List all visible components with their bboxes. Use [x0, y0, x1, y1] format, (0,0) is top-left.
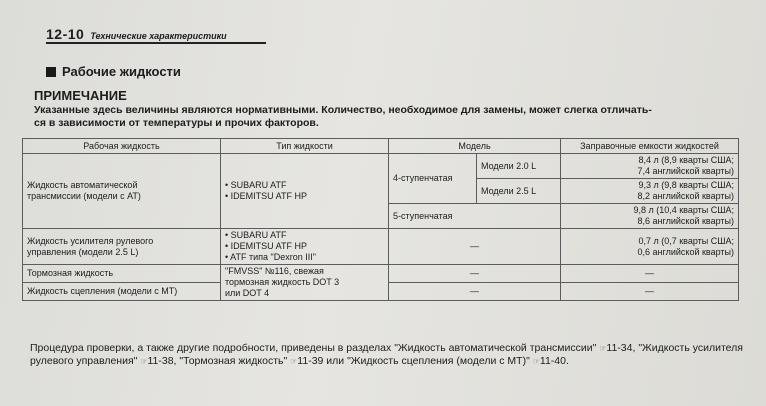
psf-type-cell: • SUBARU ATF • IDEMITSU ATF HP • ATF типа "Dexron III"	[221, 229, 389, 265]
chapter-title: Технические характеристики	[90, 31, 227, 41]
section-square-icon	[46, 67, 56, 77]
brake-model-cell: —	[389, 265, 561, 283]
col-header-type: Тип жидкости	[221, 139, 389, 154]
atf-name-cell: Жидкость автоматической трансмиссии (модели с АТ)	[23, 154, 221, 229]
page-ref-link[interactable]: ☞11-39	[290, 355, 324, 367]
clutch-model-cell: —	[389, 283, 561, 301]
table-header-row	[23, 139, 739, 154]
atf-4speed-cell: 4-ступенчатая	[389, 154, 477, 204]
atf-model-20-cell: Модели 2.0 L	[477, 154, 561, 179]
table-row	[23, 265, 739, 283]
psf-model-cell: —	[389, 229, 561, 265]
note-title: ПРИМЕЧАНИЕ	[34, 88, 127, 103]
atf-cap-25-cell: 9,3 л (9,8 кварты США; 8,2 английской кварты)	[561, 179, 739, 204]
table-row	[23, 154, 739, 179]
book-ref-icon: ☞	[532, 357, 540, 366]
page-ref-link[interactable]: ☞11-38,	[140, 355, 177, 367]
book-ref-icon: ☞	[140, 357, 148, 366]
header-rule	[46, 42, 266, 44]
page-ref-link[interactable]: ☞11-34,	[599, 342, 636, 354]
table-row	[23, 229, 739, 265]
atf-type-cell: • SUBARU ATF • IDEMITSU ATF HP	[221, 154, 389, 229]
col-header-fluid: Рабочая жидкость	[23, 139, 221, 154]
psf-cap-cell: 0,7 л (0,7 кварты США; 0,6 английской кварты)	[561, 229, 739, 265]
book-ref-icon: ☞	[599, 344, 607, 353]
book-ref-icon: ☞	[290, 357, 298, 366]
fluids-table	[22, 138, 739, 301]
brake-type-cell: "FMVSS" №116, свежая тормозная жидкость DOT 3 или DOT 4	[221, 265, 389, 301]
note-text	[34, 104, 734, 130]
atf-model-25-cell: Модели 2.5 L	[477, 179, 561, 204]
atf-cap-20-cell: 8,4 л (8,9 кварты США; 7,4 английской кварты)	[561, 154, 739, 179]
atf-5speed-cell: 5-ступенчатая	[389, 204, 561, 229]
clutch-cap-cell: —	[561, 283, 739, 301]
page-ref-link[interactable]: ☞11-40.	[532, 355, 569, 367]
brake-name-cell: Тормозная жидкость	[23, 265, 221, 283]
section-title: Рабочие жидкости	[62, 64, 181, 79]
section-heading	[46, 64, 181, 79]
page-number: 12-10	[46, 26, 85, 42]
note-line: ся в зависимости от температуры и прочих факторов.	[34, 117, 319, 129]
col-header-model: Модель	[389, 139, 561, 154]
note-line: Указанные здесь величины являются нормативными. Количество, необходимое для замены, может слегка отличать-	[34, 104, 652, 116]
clutch-name-cell: Жидкость сцепления (модели с МТ)	[23, 283, 221, 301]
footer-text: Процедура проверки, а также другие подробности, приведены в разделах "Жидкость автоматической трансмиссии" ☞11-34, "Жидкость усилителя рулевого управления" ☞11-38, "Тормозная жидкость" ☞11-39 или "Жидкость сцепления (модели с МТ)" ☞11-40.	[30, 342, 743, 367]
col-header-capacity: Заправочные емкости жидкостей	[561, 139, 739, 154]
brake-cap-cell: —	[561, 265, 739, 283]
psf-name-cell: Жидкость усилителя рулевого управления (модели 2.5 L)	[23, 229, 221, 265]
atf-cap-5-cell: 9,8 л (10,4 кварты США; 8,6 английской кварты)	[561, 204, 739, 229]
